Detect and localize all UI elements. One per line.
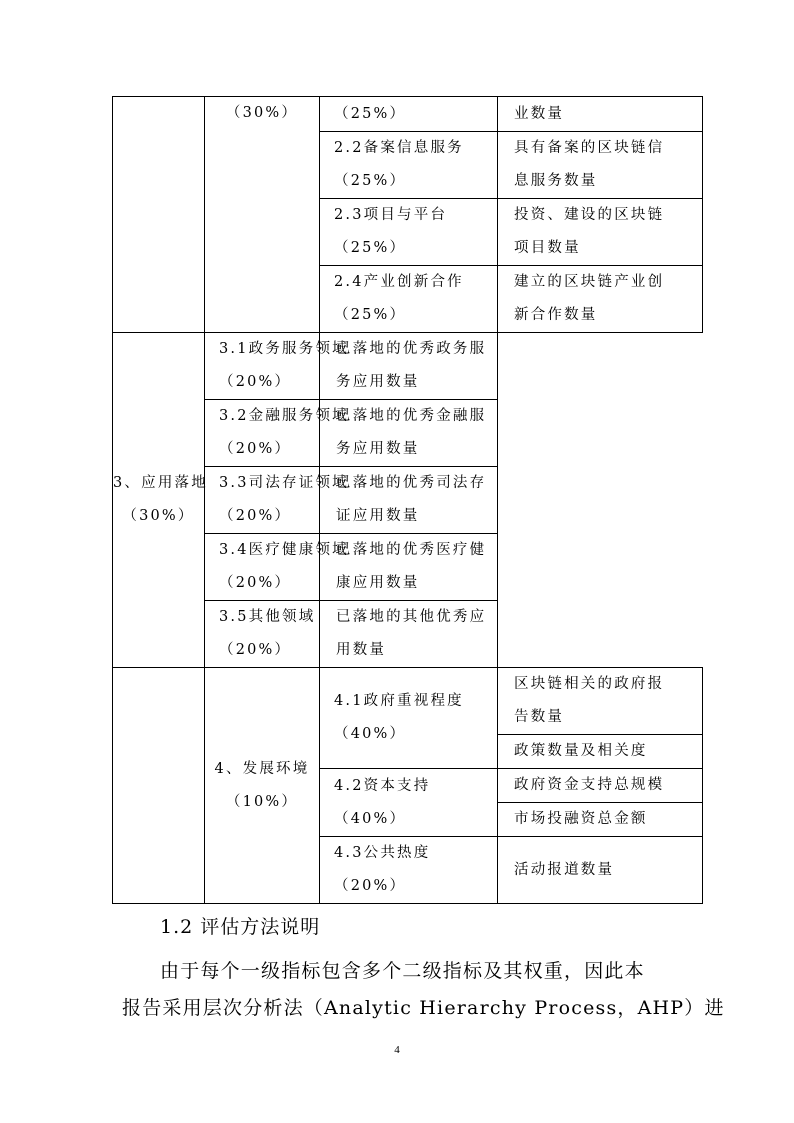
level2-cell: 4、发展环境 （10%） — [205, 668, 320, 904]
description-cell: 政府资金支持总规模 — [498, 769, 703, 803]
level3-cell: 3.5其他领域 （20%） — [205, 601, 320, 668]
description-cell: 政策数量及相关度 — [498, 735, 703, 769]
level3-cell: 3.2金融服务领域 （20%） — [205, 400, 320, 467]
table-row — [113, 333, 703, 400]
description-cell: 建立的区块链产业创 新合作数量 — [498, 266, 703, 333]
level2-cell: 3、应用落地 （30%） — [113, 333, 205, 668]
level3-cell: （25%） — [320, 97, 498, 132]
indicator-table — [112, 96, 703, 904]
level3-cell: 2.2备案信息服务 （25%） — [320, 132, 498, 199]
paragraph-line: 报告采用层次分析法（Analytic Hierarchy Process，AHP）进 — [122, 997, 725, 1019]
description-cell: 市场投融资总金额 — [498, 803, 703, 837]
level3-cell: 4.3公共热度 （20%） — [320, 837, 498, 904]
page-number: 4 — [394, 1044, 400, 1056]
description-cell: 已落地的优秀政务服 务应用数量 — [320, 333, 498, 400]
level3-cell: 3.1政务服务领域 （20%） — [205, 333, 320, 400]
level2-cell: （30%） — [205, 97, 320, 333]
level3-cell: 2.4产业创新合作 （25%） — [320, 266, 498, 333]
table-row — [113, 97, 703, 132]
description-cell: 已落地的优秀金融服 务应用数量 — [320, 400, 498, 467]
table-row — [113, 668, 703, 735]
level3-cell: 4.1政府重视程度 （40%） — [320, 668, 498, 769]
section-heading: 1.2 评估方法说明 — [160, 916, 321, 938]
level3-cell: 4.2资本支持 （40%） — [320, 769, 498, 837]
level3-cell: 3.3司法存证领域 （20%） — [205, 467, 320, 534]
description-cell: 具有备案的区块链信 息服务数量 — [498, 132, 703, 199]
description-cell: 已落地的其他优秀应 用数量 — [320, 601, 498, 668]
description-cell: 已落地的优秀司法存 证应用数量 — [320, 467, 498, 534]
description-cell: 区块链相关的政府报 告数量 — [498, 668, 703, 735]
level3-cell: 2.3项目与平台 （25%） — [320, 199, 498, 266]
paragraph-line: 由于每个一级指标包含多个二级指标及其权重，因此本 — [160, 960, 645, 982]
description-cell: 投资、建设的区块链 项目数量 — [498, 199, 703, 266]
description-cell: 活动报道数量 — [498, 837, 703, 904]
description-cell: 已落地的优秀医疗健 康应用数量 — [320, 534, 498, 601]
level1-cell — [113, 97, 205, 333]
description-cell: 业数量 — [498, 97, 703, 132]
level1-cell — [113, 668, 205, 904]
level3-cell: 3.4医疗健康领域 （20%） — [205, 534, 320, 601]
